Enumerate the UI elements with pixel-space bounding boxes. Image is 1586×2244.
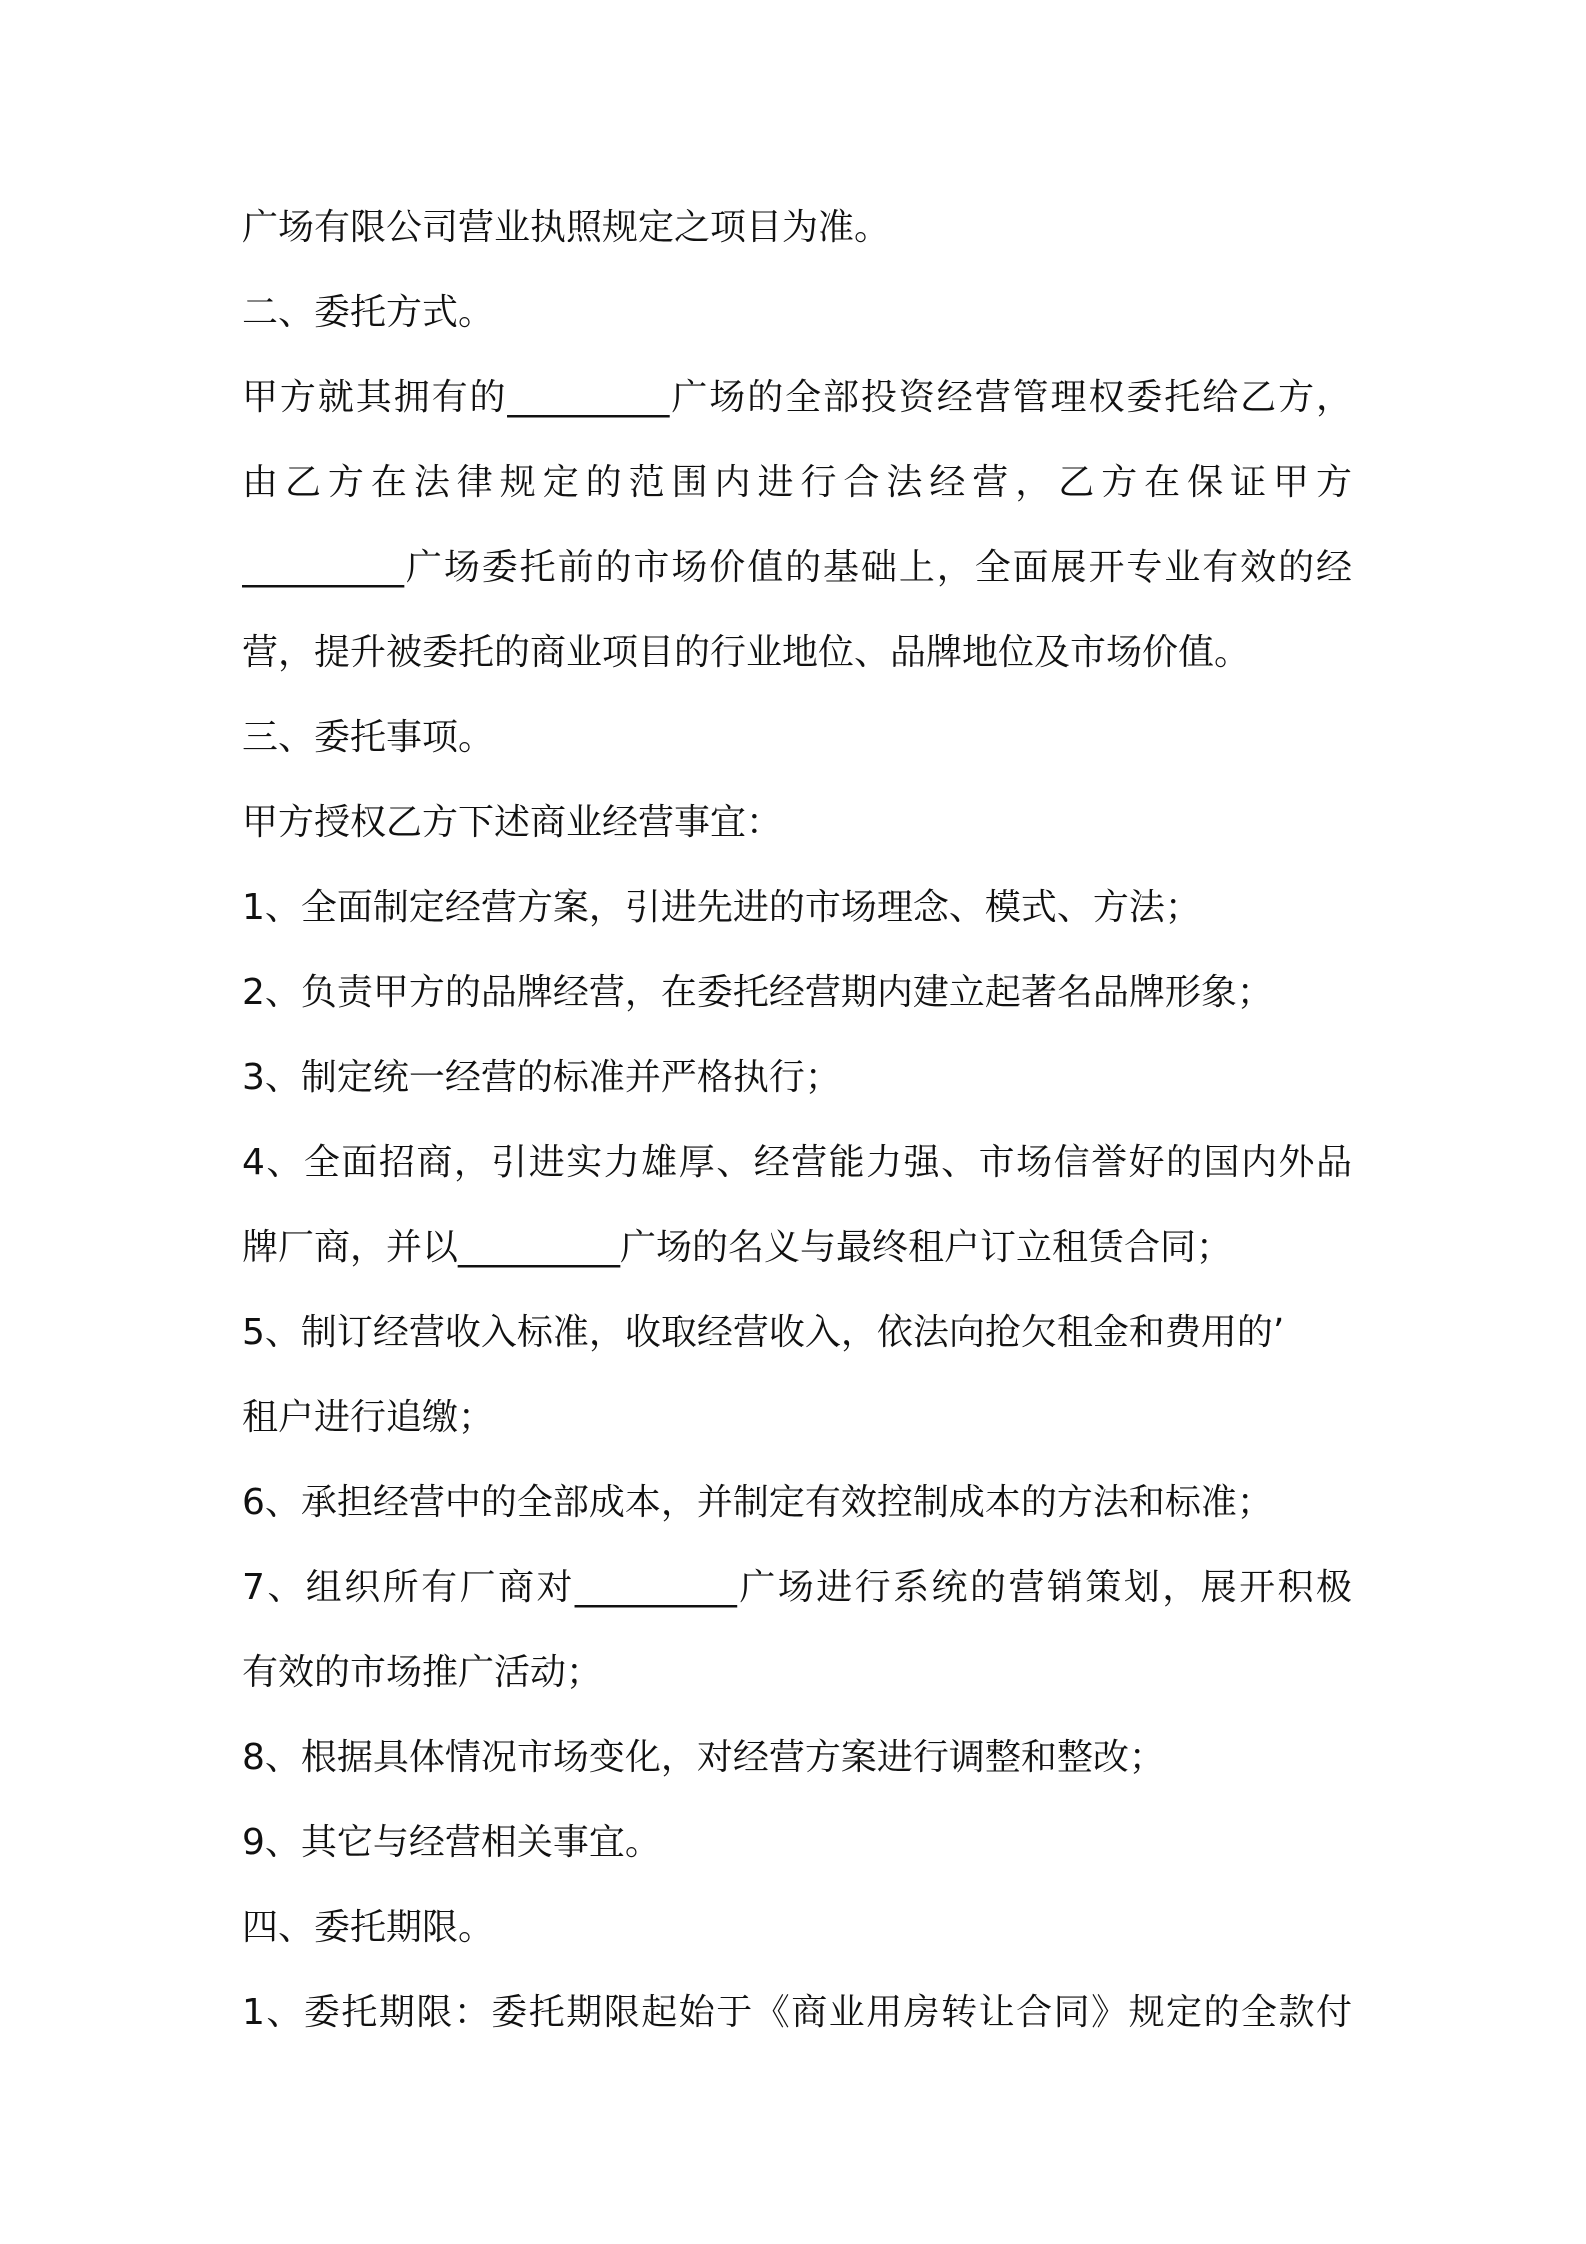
text-line: 由乙方在法律规定的范围内进行合法经营，乙方在保证甲方 <box>242 462 1352 503</box>
list-item: 1、全面制定经营方案，引进先进的市场理念、模式、方法； <box>242 887 1201 928</box>
list-item: 7、组织所有厂商对_________广场进行系统的营销策划，展开积极 <box>242 1567 1352 1608</box>
section-heading: 三、委托事项。 <box>242 717 495 758</box>
list-item: 9、其它与经营相关事宜。 <box>242 1822 661 1863</box>
list-item: 4、全面招商，引进实力雄厚、经营能力强、市场信誉好的国内外品 <box>242 1142 1352 1183</box>
list-item: 8、根据具体情况市场变化，对经营方案进行调整和整改； <box>242 1737 1165 1778</box>
list-item: 6、承担经营中的全部成本，并制定有效控制成本的方法和标准； <box>242 1482 1273 1523</box>
text-line: 租户进行追缴； <box>242 1397 495 1438</box>
text-line: 甲方就其拥有的_________广场的全部投资经营管理权委托给乙方， <box>242 377 1352 418</box>
section-heading: 二、委托方式。 <box>242 292 495 333</box>
text-line: 有效的市场推广活动； <box>242 1652 603 1693</box>
section-heading: 四、委托期限。 <box>242 1907 495 1948</box>
list-item: 1、委托期限：委托期限起始于《商业用房转让合同》规定的全款付 <box>242 1992 1352 2033</box>
text-line: 甲方授权乙方下述商业经营事宜： <box>242 802 783 843</box>
text-line: 广场有限公司营业执照规定之项目为准。 <box>242 207 891 248</box>
list-item: 2、负责甲方的品牌经营，在委托经营期内建立起著名品牌形象； <box>242 972 1273 1013</box>
list-item: 3、制定统一经营的标准并严格执行； <box>242 1057 841 1098</box>
text-line: 牌厂商，并以_________广场的名义与最终租户订立租赁合同； <box>242 1227 1233 1268</box>
text-line: _________广场委托前的市场价值的基础上，全面展开专业有效的经 <box>242 547 1352 588</box>
text-line: 营，提升被委托的商业项目的行业地位、品牌地位及市场价值。 <box>242 632 1251 673</box>
list-item: 5、制订经营收入标准，收取经营收入，依法向抢欠租金和费用的’ <box>242 1312 1285 1353</box>
